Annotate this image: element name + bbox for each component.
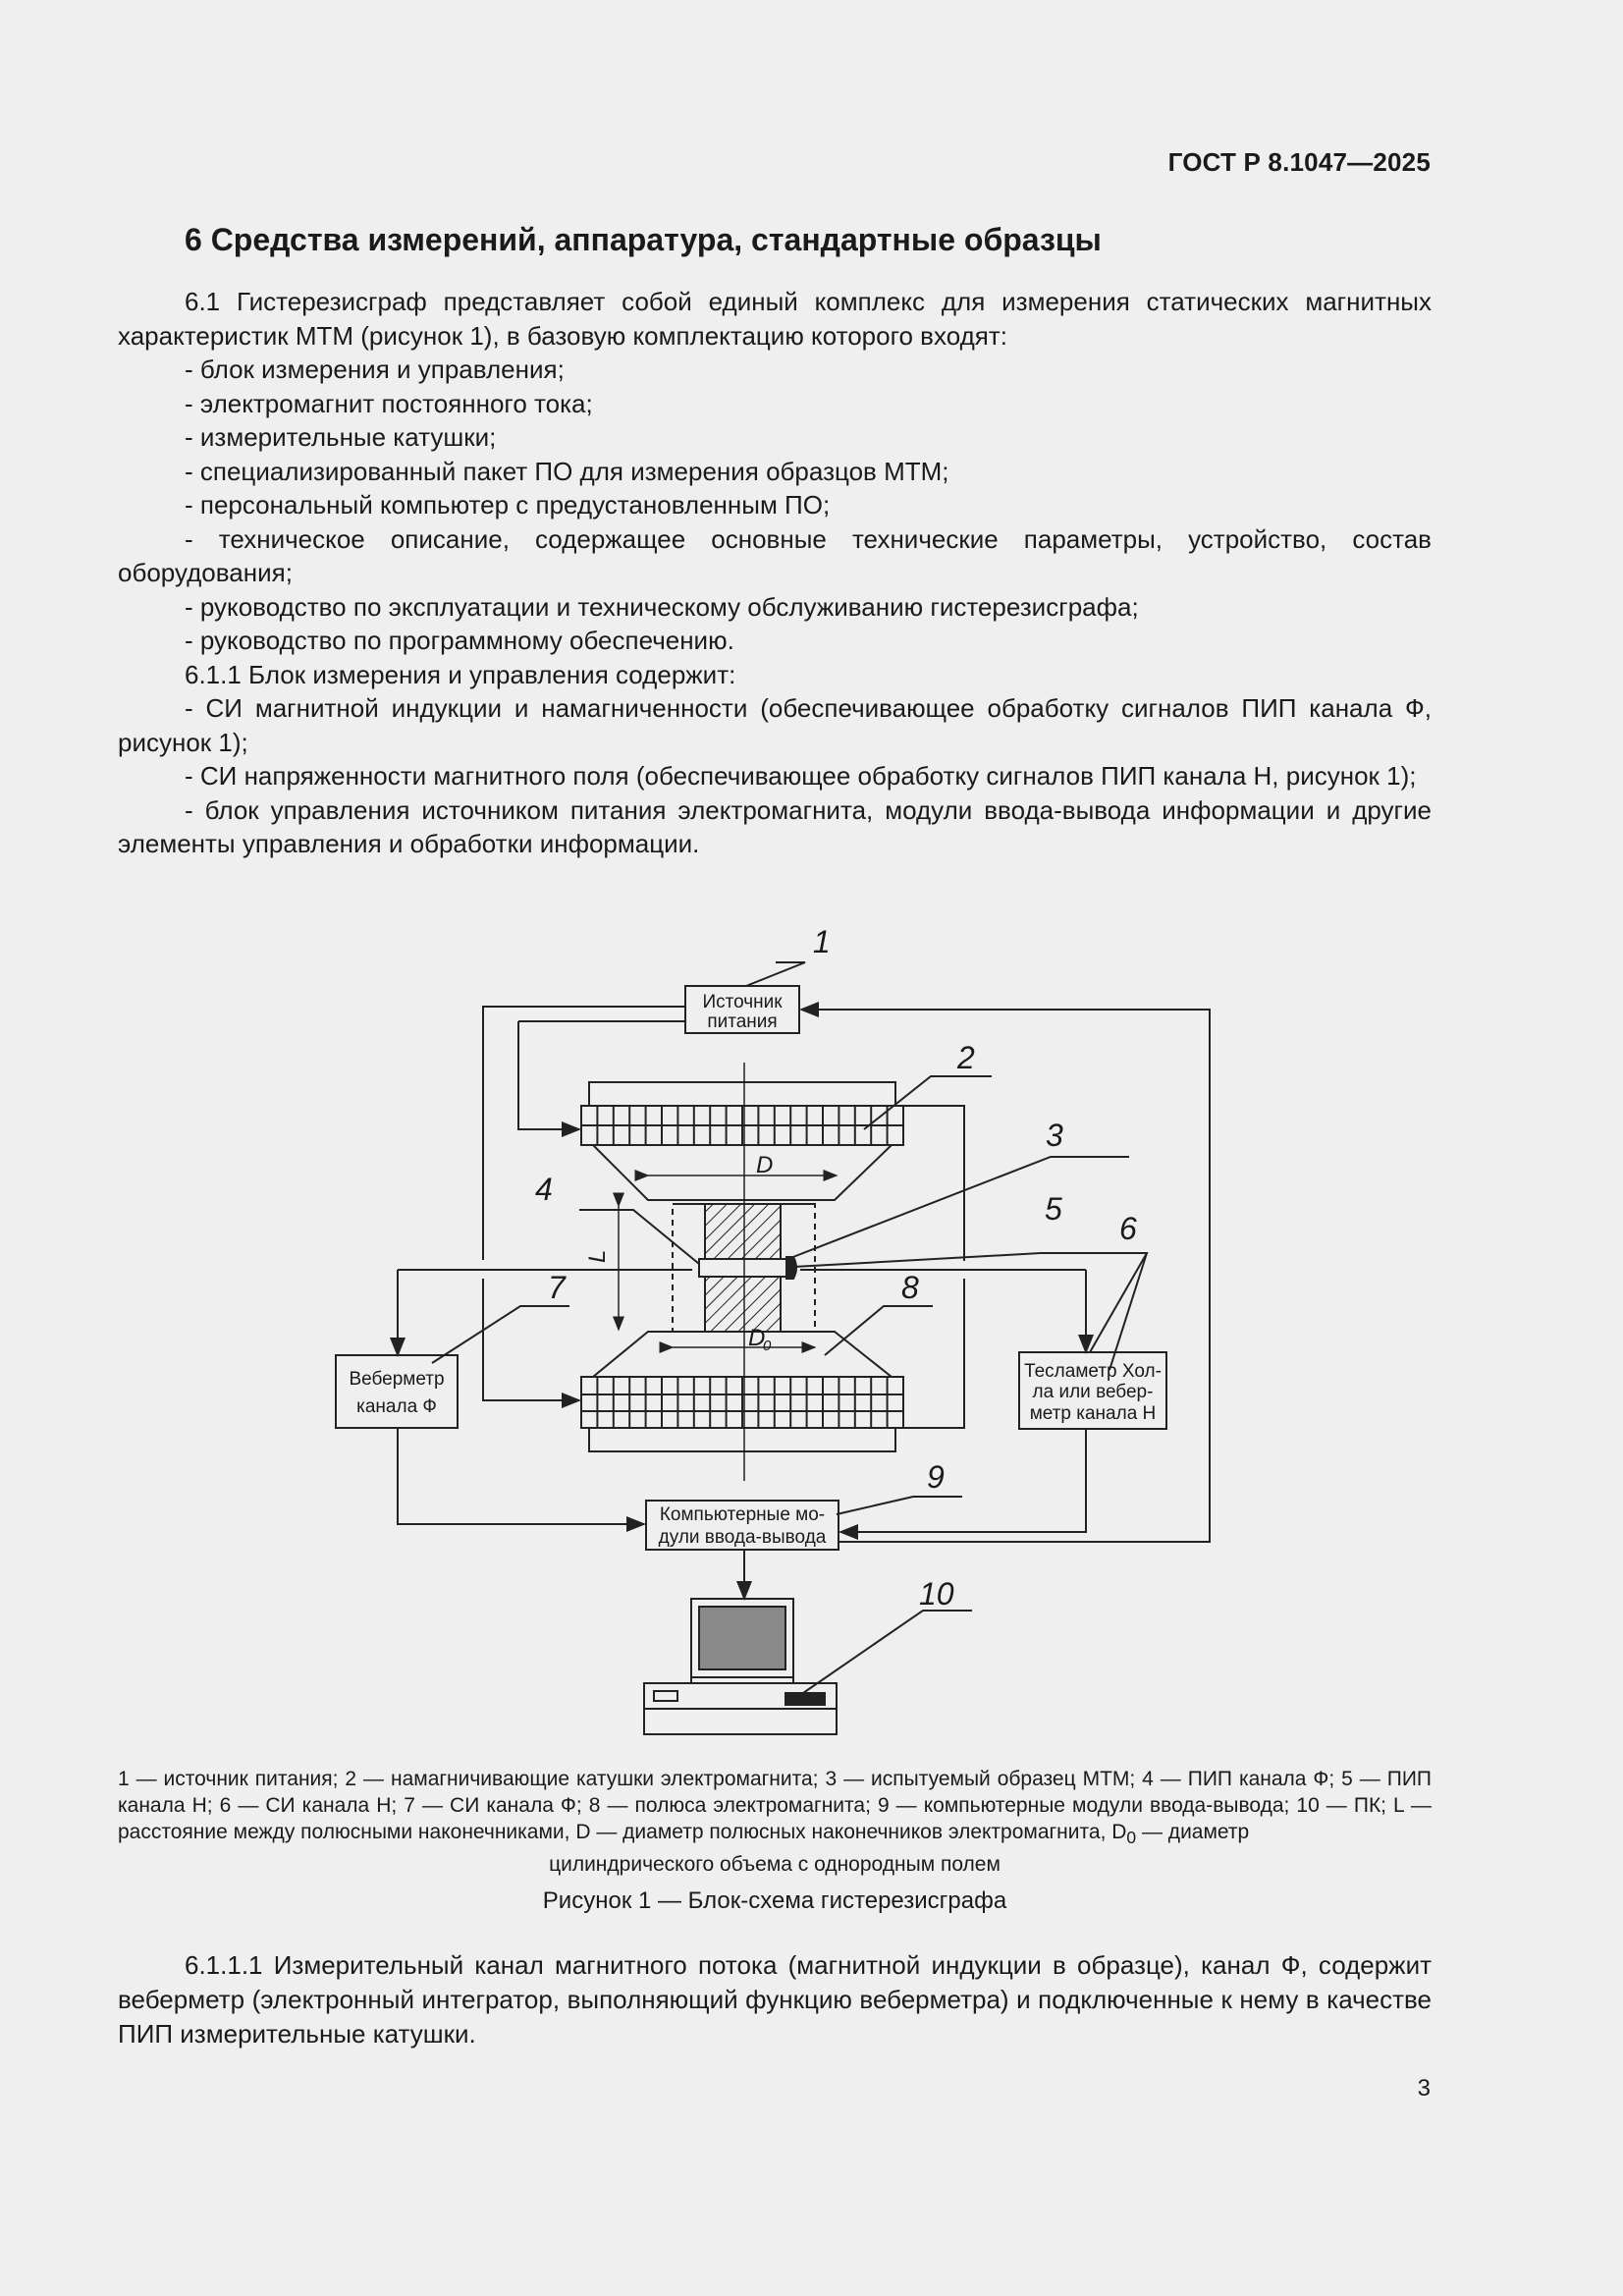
list-item: - специализированный пакет ПО для измерения образцов МТМ; bbox=[185, 456, 949, 486]
computer bbox=[644, 1599, 837, 1734]
upper-coil-grid bbox=[581, 1106, 903, 1145]
list-item: - СИ напряженности магнитного поля (обеспечивающее обработку сигналов ПИП канала Н, рисунок 1); bbox=[185, 761, 1417, 791]
legend-text: — диаметр bbox=[1136, 1821, 1250, 1843]
callout-5: 5 bbox=[1045, 1191, 1062, 1227]
figure-caption: Рисунок 1 — Блок-схема гистерезисграфа bbox=[542, 1887, 1007, 1914]
lower-coil-grid bbox=[581, 1377, 903, 1428]
list-item: - электромагнит постоянного тока; bbox=[185, 388, 593, 418]
label-d0-sub: 0 bbox=[763, 1338, 772, 1354]
callout-9: 9 bbox=[927, 1459, 945, 1495]
list-item: - руководство по эксплуатации и техническому обслуживанию гистерезисграфа; bbox=[185, 591, 1139, 622]
power-supply-label: Источник bbox=[702, 992, 783, 1012]
list-item: - персональный компьютер с предустановленным ПО; bbox=[185, 490, 831, 519]
list-item: - СИ магнитной индукции и намагниченности (обеспечивающее обработку сигналов ПИП канала Ф, рисунок 1); bbox=[118, 693, 1432, 757]
page-number: 3 bbox=[1417, 2075, 1431, 2102]
callout-8: 8 bbox=[901, 1270, 919, 1305]
teslameter-label: Тесламетр Хол- bbox=[1024, 1361, 1162, 1382]
hall-probe bbox=[786, 1257, 796, 1279]
section-title: 6 Средства измерений, аппаратура, стандартные образцы bbox=[185, 222, 1102, 257]
io-modules-label: Компьютерные мо- bbox=[659, 1504, 826, 1525]
teslameter-label: метр канала Н bbox=[1029, 1403, 1157, 1424]
document-header: ГОСТ Р 8.1047—2025 bbox=[1167, 147, 1431, 177]
label-d0: D bbox=[748, 1325, 766, 1351]
subsection-paragraph: 6.1.1 Блок измерения и управления содержит: bbox=[185, 659, 736, 689]
body-text bbox=[118, 285, 1432, 861]
teslameter-label: ла или вебер- bbox=[1032, 1382, 1154, 1402]
bottom-text bbox=[118, 1948, 1432, 2051]
figure-legend bbox=[118, 1766, 1432, 1878]
legend-text: 1 — источник питания; 2 — намагничивающие катушки электромагнита; 3 — испытуемый образец МТМ; 4 — ПИП канала Ф; 5 — ПИП канала Н; 6 — СИ канала Н; 7 — СИ канала Ф; 8 — полюса электромагнита; 9 — компьютерные модули ввода-вывода; 10 — ПК; L — расстояние между полюсными наконечниками, D — диаметр полюсных наконечников электромагнита, D bbox=[118, 1768, 1432, 1843]
upper-pole bbox=[593, 1145, 892, 1200]
paragraph: 6.1 Гистерезисграф представляет собой единый комплекс для измерения статических магнитных характеристик МТМ (рисунок 1), в базовую комплектацию которого входят: bbox=[118, 287, 1432, 351]
callout-7: 7 bbox=[548, 1270, 566, 1305]
callout-6: 6 bbox=[1119, 1211, 1137, 1246]
callout-2: 2 bbox=[957, 1040, 975, 1075]
callout-3: 3 bbox=[1046, 1118, 1063, 1153]
block-diagram bbox=[0, 913, 1623, 1758]
webermeter-label: канала Ф bbox=[356, 1396, 437, 1417]
callout-1: 1 bbox=[813, 924, 831, 959]
label-l: L bbox=[584, 1249, 611, 1263]
callout-4: 4 bbox=[535, 1172, 553, 1207]
list-item: - измерительные катушки; bbox=[185, 422, 497, 452]
io-modules-label: дули ввода-вывода bbox=[658, 1527, 827, 1548]
paragraph: 6.1.1.1 Измерительный канал магнитного потока (магнитной индукции в образце), канал Ф, содержит веберметр (электронный интегратор, выполняющий функцию веберметра) и подключенные к нему в качестве ПИП измерительные катушки. bbox=[118, 1950, 1432, 2049]
webermeter-label: Веберметр bbox=[349, 1369, 445, 1390]
list-item: - техническое описание, содержащее основные технические параметры, устройство, состав оборудования; bbox=[118, 523, 1432, 587]
power-supply-label: питания bbox=[707, 1011, 778, 1032]
list-item: - блок измерения и управления; bbox=[185, 355, 565, 384]
list-item: - руководство по программному обеспечению. bbox=[185, 626, 734, 655]
legend-subscript: 0 bbox=[1126, 1828, 1137, 1848]
list-item: - блок управления источником питания электромагнита, модули ввода-вывода информации и другие элементы управления и обработки информации. bbox=[118, 794, 1432, 858]
lower-pole bbox=[593, 1332, 892, 1377]
label-d: D bbox=[756, 1152, 774, 1178]
callout-10: 10 bbox=[919, 1576, 954, 1612]
legend-text: цилиндрического объема с однородным полем bbox=[549, 1853, 1001, 1877]
